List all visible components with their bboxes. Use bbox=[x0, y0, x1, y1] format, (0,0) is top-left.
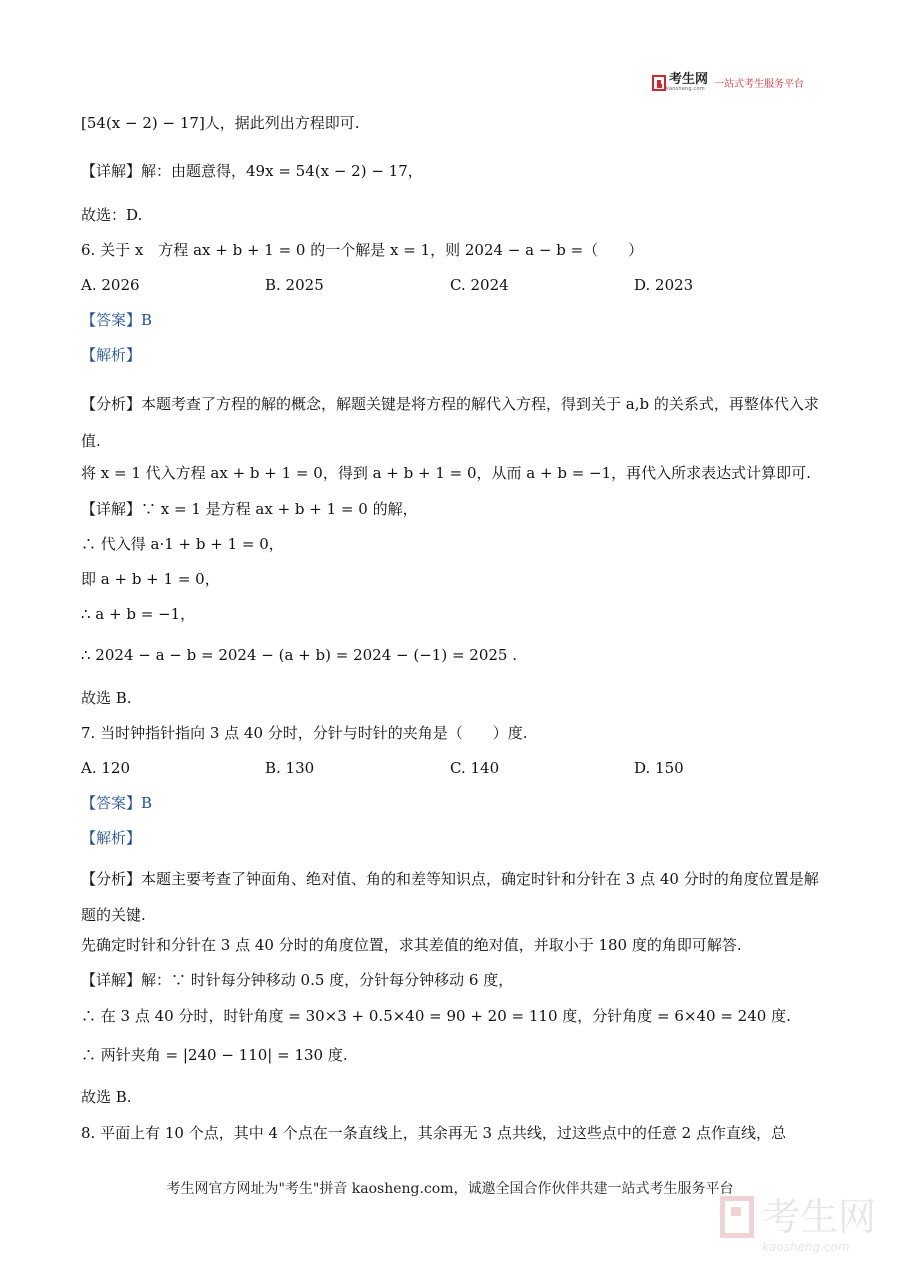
text-line: 故选 B. bbox=[81, 1088, 132, 1106]
text-line: ∴ 两针夹角 = |240 − 110| = 130 度. bbox=[81, 1046, 348, 1064]
logo-name: 考生网 bbox=[669, 72, 709, 87]
q6-option-b: B. 2025 bbox=[265, 276, 324, 294]
text-line: 先确定时针和分针在 3 点 40 分时的角度位置，求其差值的绝对值，并取小于 180 度的角即可解答. bbox=[81, 936, 742, 954]
answer-label: 【答案】B bbox=[81, 311, 153, 329]
text-line: ∴ 2024 − a − b = 2024 − (a + b) = 2024 − (−1) = 2025 . bbox=[81, 646, 517, 664]
text-line: 故选 B. bbox=[81, 689, 132, 707]
logo-domain: kaosheng.com bbox=[666, 86, 705, 92]
answer-label: 【答案】B bbox=[81, 794, 153, 812]
kaosheng-logo-icon bbox=[652, 75, 666, 91]
text-paragraph: 【分析】本题考查了方程的解的概念，解题关键是将方程的解代入方程，得到关于 a,b 的关系式，再整体代入求值. bbox=[81, 395, 819, 450]
text-line: 将 x = 1 代入方程 ax + b + 1 = 0，得到 a + b + 1 = 0，从而 a + b = −1，再代入所求表达式计算即可. bbox=[81, 464, 811, 482]
kaosheng-logo bbox=[652, 73, 804, 92]
text-line: [54(x − 2) − 17]人，据此列出方程即可. bbox=[81, 114, 360, 132]
text-line: 即 a + b + 1 = 0， bbox=[81, 570, 220, 588]
analysis-label: 【解析】 bbox=[81, 829, 142, 847]
text-line: 故选：D. bbox=[81, 206, 143, 224]
watermark-name: 考生网 bbox=[762, 1195, 877, 1239]
q7-option-b: B. 130 bbox=[265, 759, 315, 777]
text-line: 【详解】∵ x = 1 是方程 ax + b + 1 = 0 的解， bbox=[81, 500, 418, 518]
q6-option-d: D. 2023 bbox=[634, 276, 694, 294]
text-line: ∴ 代入得 a·1 + b + 1 = 0， bbox=[81, 535, 284, 553]
question-7: 7. 当时钟指针指向 3 点 40 分时，分针与时针的夹角是（ ）度. bbox=[81, 724, 528, 742]
kaosheng-watermark bbox=[720, 1195, 877, 1254]
text-line: 【详解】解：∵ 时针每分钟移动 0.5 度，分针每分钟移动 6 度， bbox=[81, 971, 514, 989]
text-line: ∴ a + b = −1， bbox=[81, 605, 196, 623]
q7-option-c: C. 140 bbox=[450, 759, 500, 777]
logo-slogan: 一站式考生服务平台 bbox=[714, 79, 805, 90]
text-line: 【详解】解：由题意得，49x = 54(x − 2) − 17， bbox=[81, 162, 423, 180]
q6-option-c: C. 2024 bbox=[450, 276, 509, 294]
q7-option-d: D. 150 bbox=[634, 759, 684, 777]
q6-option-a: A. 2026 bbox=[81, 276, 140, 294]
question-6: 6. 关于 x 方程 ax + b + 1 = 0 的一个解是 x = 1，则 2024 − a − b =（ ） bbox=[81, 241, 644, 259]
text-paragraph: 【分析】本题主要考查了钟面角、绝对值、角的和差等知识点，确定时针和分针在 3 点 40 分时的角度位置是解题的关键. bbox=[81, 870, 819, 924]
text-line: ∴ 在 3 点 40 分时，时针角度 = 30×3 + 0.5×40 = 90 + 20 = 110 度，分针角度 = 6×40 = 240 度. bbox=[81, 1007, 791, 1025]
page-footer: 考生网官方网址为"考生"拼音 kaosheng.com，诚邀全国合作伙伴共建一站式考生服务平台 bbox=[166, 1181, 734, 1197]
question-8: 8. 平面上有 10 个点，其中 4 个点在一条直线上，其余再无 3 点共线，过这些点中的任意 2 点作直线，总 bbox=[81, 1124, 786, 1142]
watermark-domain: kaosheng.com bbox=[762, 1240, 850, 1254]
q7-option-a: A. 120 bbox=[81, 759, 130, 777]
watermark-logo-icon bbox=[720, 1196, 754, 1238]
analysis-label: 【解析】 bbox=[81, 346, 142, 364]
